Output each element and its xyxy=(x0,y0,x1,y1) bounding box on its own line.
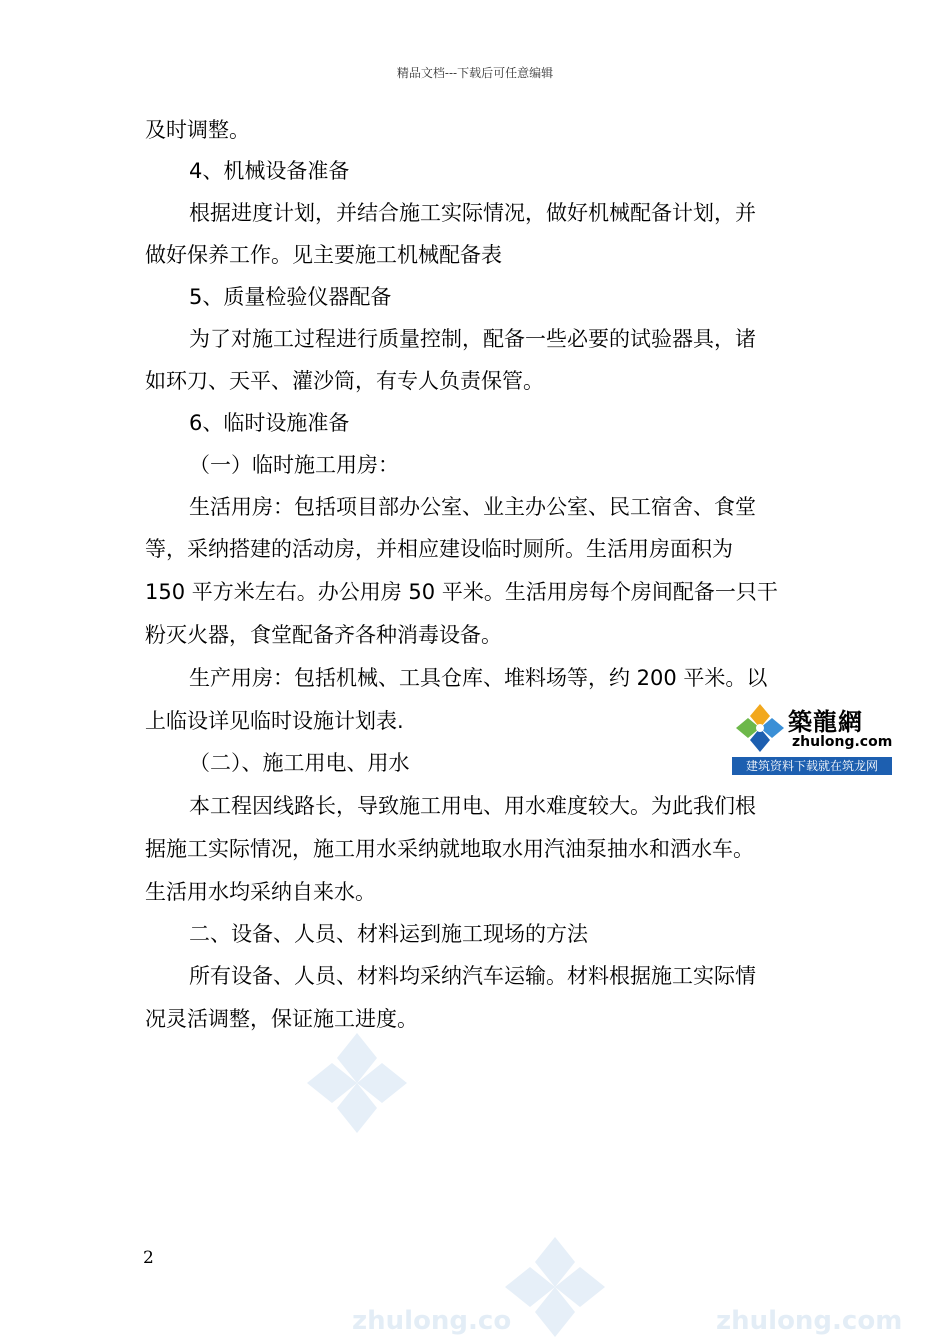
logo-name: 築龍網 xyxy=(788,707,863,736)
body-line: 根据进度计划，并结合施工实际情况，做好机械配备计划，并 xyxy=(189,201,756,225)
watermark-emblem-icon xyxy=(500,1232,610,1342)
body-line: 生活用房：包括项目部办公室、业主办公室、民工宿舍、食堂 xyxy=(189,495,756,519)
section-heading: 4、机械设备准备 xyxy=(189,159,350,183)
watermark-emblem-icon xyxy=(302,1028,412,1138)
section-heading: 5、质量检验仪器配备 xyxy=(189,285,392,309)
body-line: 生产用房：包括机械、工具仓库、堆料场等，约 200 平米。以 xyxy=(189,666,768,690)
body-line: 粉灭火器，食堂配备齐各种消毒设备。 xyxy=(145,623,502,647)
body-line: 做好保养工作。见主要施工机械配备表 xyxy=(145,243,502,267)
zhulong-logo-icon xyxy=(734,702,786,754)
body-line: 本工程因线路长，导致施工用电、用水难度较大。为此我们根 xyxy=(189,794,756,818)
body-line: 据施工实际情况，施工用水采纳就地取水用汽油泵抽水和洒水车。 xyxy=(145,837,754,861)
page-header: 精品文档---下载后可任意编辑 xyxy=(396,66,554,80)
subsection-heading: （二）、施工用电、用水 xyxy=(189,751,410,775)
watermark-text: zhulong.com xyxy=(716,1306,903,1336)
section-heading: 6、临时设施准备 xyxy=(189,411,350,435)
body-line: 及时调整。 xyxy=(145,118,250,142)
zhulong-logo xyxy=(732,700,892,776)
body-line: 等，采纳搭建的活动房，并相应建设临时厕所。生活用房面积为 xyxy=(145,537,733,561)
body-line: 为了对施工过程进行质量控制，配备一些必要的试验器具，诸 xyxy=(189,327,756,351)
body-line: 生活用水均采纳自来水。 xyxy=(145,880,376,904)
body-line: 如环刀、天平、灌沙筒，有专人负责保管。 xyxy=(145,369,544,393)
section-heading: 二、设备、人员、材料运到施工现场的方法 xyxy=(189,922,588,946)
page-number: 2 xyxy=(143,1248,154,1268)
subsection-heading: （一）临时施工用房： xyxy=(189,453,399,477)
watermark-text: zhulong.co xyxy=(352,1306,512,1336)
body-line: 况灵活调整，保证施工进度。 xyxy=(145,1007,418,1031)
logo-domain: zhulong.com xyxy=(792,734,893,750)
logo-slogan: 建筑资料下载就在筑龙网 xyxy=(732,757,892,775)
body-line: 上临设详见临时设施计划表. xyxy=(145,709,404,733)
body-line: 所有设备、人员、材料均采纳汽车运输。材料根据施工实际情 xyxy=(189,964,756,988)
body-line: 150 平方米左右。办公用房 50 平米。生活用房每个房间配备一只干 xyxy=(145,580,778,604)
